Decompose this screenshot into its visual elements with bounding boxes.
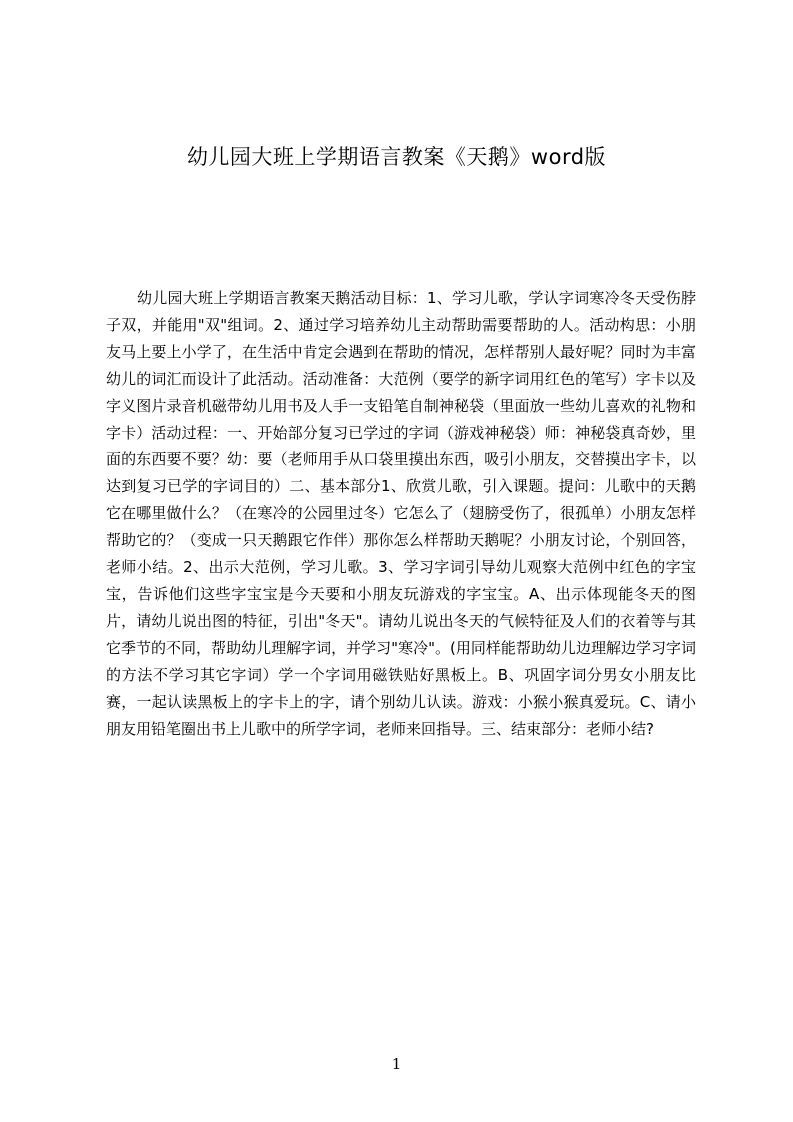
page-number: 1 [391,1055,402,1073]
document-title: 幼儿园大班上学期语言教案《天鹅》word版 [186,145,607,169]
document-body-paragraph: 幼儿园大班上学期语言教案天鹅活动目标：1、学习儿歌，学认字词寒冷冬天受伤脖子双，并能用"双"组词。2、通过学习培养幼儿主动帮助需要帮助的人。活动构思：小朋友马上要上小学了，在生活中肯定会遇到在帮助的情况，怎样帮别人最好呢？同时为丰富幼儿的词汇而设计了此活动。活动准备：大范例（要学的新字词用红色的笔写）字卡以及字义图片录音机磁带幼儿用书及人手一支铅笔自制神秘袋（里面放一些幼儿喜欢的礼物和字卡）活动过程：一、开始部分复习已学过的字词（游戏神秘袋）师：神秘袋真奇妙，里面的东西要不要？幼：要（老师用手从口袋里摸出东西，吸引小朋友，交替摸出字卡，以达到复习已学的字词目的）二、基本部分1、欣赏儿歌，引入课题。提问：儿歌中的天鹅它在哪里做什么？（在寒冷的公园里过冬）它怎么了（翅膀受伤了，很孤单）小朋友怎样帮助它的？（变成一只天鹅跟它作伴）那你怎么样帮助天鹅呢？小朋友讨论，个别回答，老师小结。2、出示大范例，学习儿歌。3、学习字词引导幼儿观察大范例中红色的字宝宝，告诉他们这些字宝宝是今天要和小朋友玩游戏的字宝宝。A、出示体现能冬天的图片，请幼儿说出图的特征，引出"冬天"。请幼儿说出冬天的气候特征及人们的衣着等与其它季节的不同，帮助幼儿理解字词，并学习"寒冷"。(用同样能帮助幼儿边理解边学习字词的方法不学习其它字词）学一个字词用磁铁贴好黑板上。B、巩固字词分男女小朋友比赛，一起认读黑板上的字卡上的字，请个别幼儿认读。游戏：小猴小猴真爱玩。C、请小朋友用铅笔圈出书上儿歌中的所学字词，老师来回指导。三、结束部分：老师小结? [106,289,696,738]
